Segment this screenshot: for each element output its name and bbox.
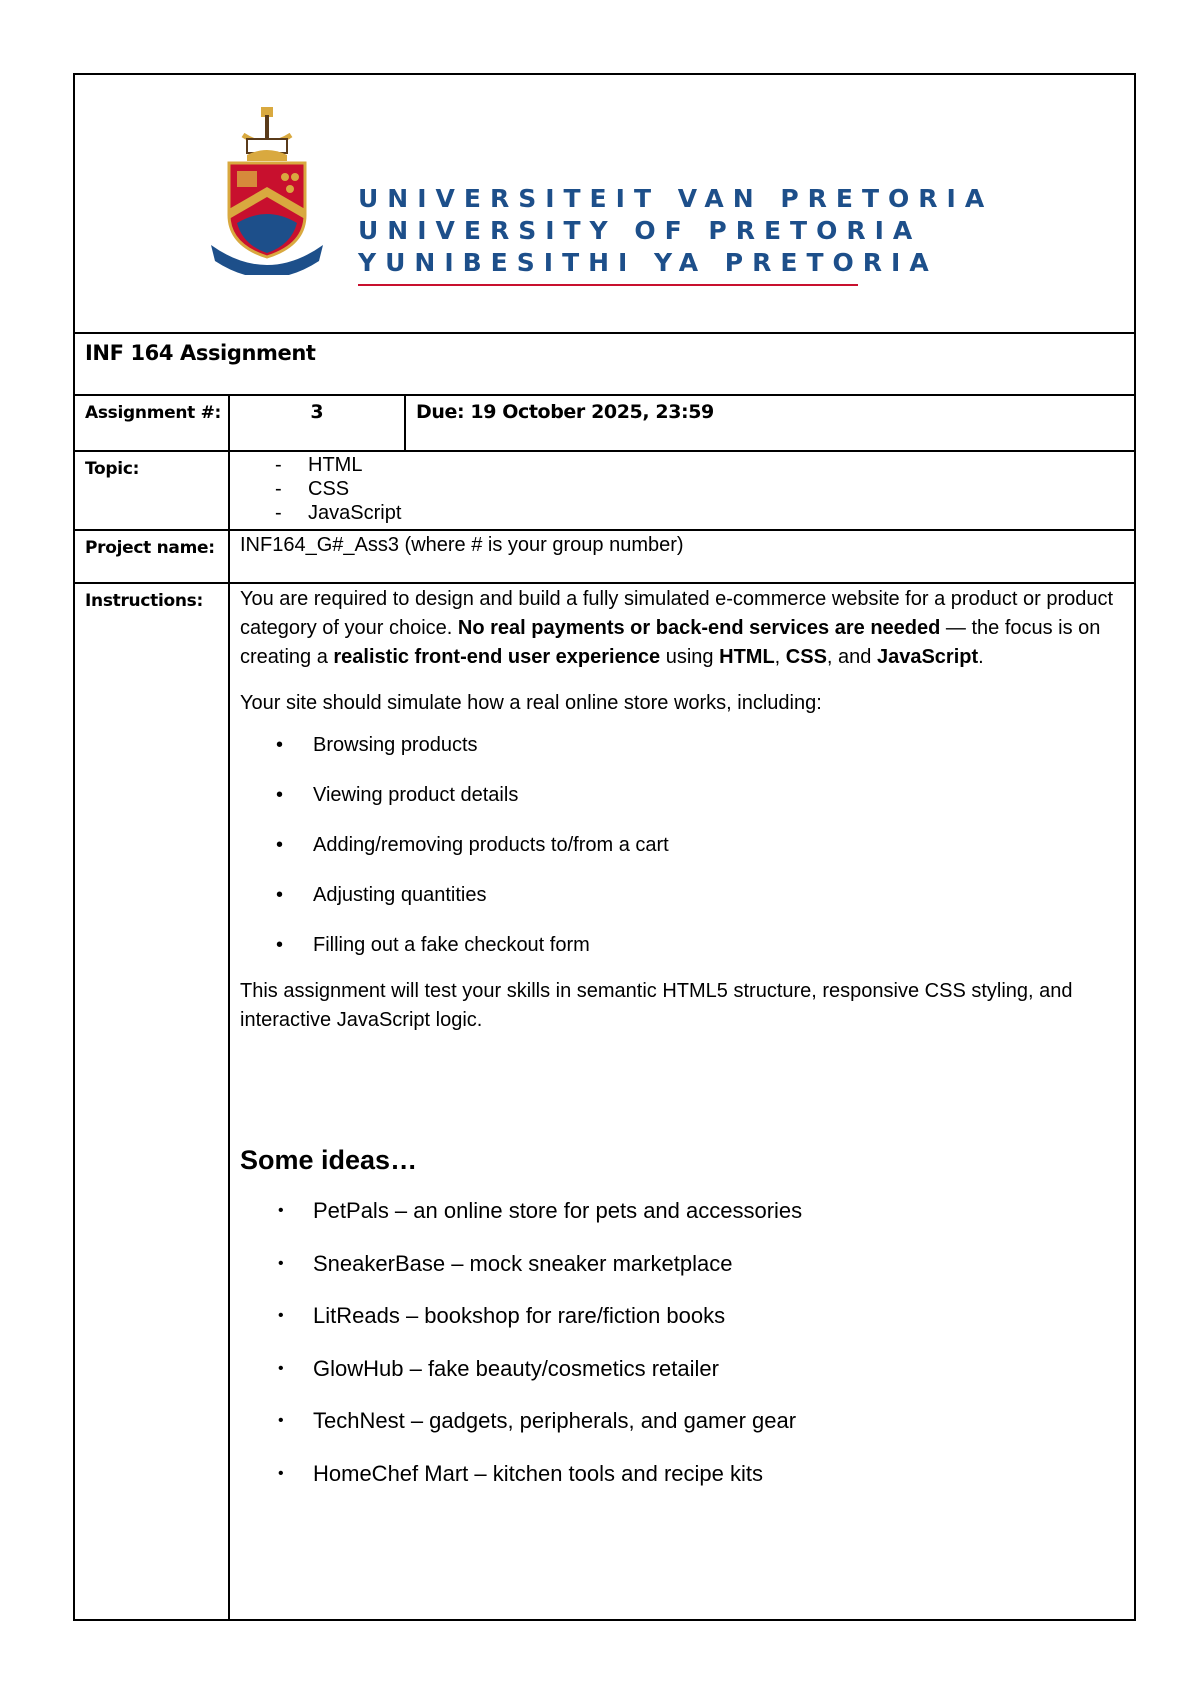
project-name: INF164_G#_Ass3 (where # is your group number) <box>240 534 684 556</box>
university-name-underline <box>358 284 858 286</box>
ideas-list <box>240 1196 802 1511</box>
list-item: • Browsing products <box>276 734 478 756</box>
instructions-row <box>75 584 1134 1621</box>
topic-list <box>275 453 401 525</box>
document-title: INF 164 Assignment <box>85 341 316 365</box>
instructions-paragraph-2: Your site should simulate how a real online store works, including: <box>240 692 822 714</box>
list-item: • SneakerBase – mock sneaker marketplace <box>278 1250 733 1276</box>
instructions-label: Instructions: <box>75 584 230 1621</box>
university-name-english: UNIVERSITY OF PRETORIA <box>358 216 922 245</box>
header-logo-row <box>75 75 1134 334</box>
university-name-afrikaans: UNIVERSITEIT VAN PRETORIA <box>358 184 994 213</box>
university-name <box>358 183 993 279</box>
university-name-sepedi: YUNIBESITHI YA PRETORIA <box>358 248 938 277</box>
list-item: • PetPals – an online store for pets and accessories <box>278 1198 803 1223</box>
instructions-paragraph-1: You are required to design and build a fully simulated e-commerce website for a product or product category of your choice. No real payments or back-end services are needed — the focus is on creating a realistic front-end user experience using HTML, CSS, and JavaScript. <box>240 588 1114 668</box>
project-row <box>75 531 1134 584</box>
list-item: • GlowHub – fake beauty/cosmetics retailer <box>278 1355 719 1381</box>
list-item: • HomeChef Mart – kitchen tools and recipe kits <box>278 1460 763 1486</box>
assignment-label: Assignment #: <box>75 396 230 450</box>
list-item: • TechNest – gadgets, peripherals, and gamer gear <box>278 1408 797 1433</box>
list-item: - HTML <box>275 454 363 476</box>
instructions-value <box>230 584 1134 1621</box>
topic-value <box>230 452 1134 529</box>
topic-row <box>75 452 1134 531</box>
instructions-paragraph-3: This assignment will test your skills in semantic HTML5 structure, responsive CSS styling, and interactive JavaScript logic. <box>240 980 1073 1031</box>
title-row <box>75 334 1134 396</box>
list-item: • Filling out a fake checkout form <box>276 934 590 956</box>
assignment-row <box>75 396 1134 452</box>
list-item: - JavaScript <box>275 502 402 524</box>
list-item: • Viewing product details <box>276 784 519 806</box>
assignment-number: 3 <box>230 396 406 450</box>
assignment-document <box>73 73 1136 1621</box>
list-item: • Adjusting quantities <box>276 884 487 906</box>
list-item: - CSS <box>275 478 350 500</box>
topic-label: Topic: <box>75 452 230 529</box>
due-date: Due: 19 October 2025, 23:59 <box>416 401 714 423</box>
list-item: • LitReads – bookshop for rare/fiction books <box>278 1303 726 1328</box>
feature-list <box>240 731 1120 981</box>
instructions-body <box>240 585 1120 1035</box>
ideas-heading: Some ideas… <box>240 1145 418 1175</box>
list-item: • Adding/removing products to/from a cart <box>276 834 669 856</box>
project-label: Project name: <box>75 531 230 582</box>
project-value <box>230 531 1134 582</box>
university-crest-icon <box>207 105 327 275</box>
